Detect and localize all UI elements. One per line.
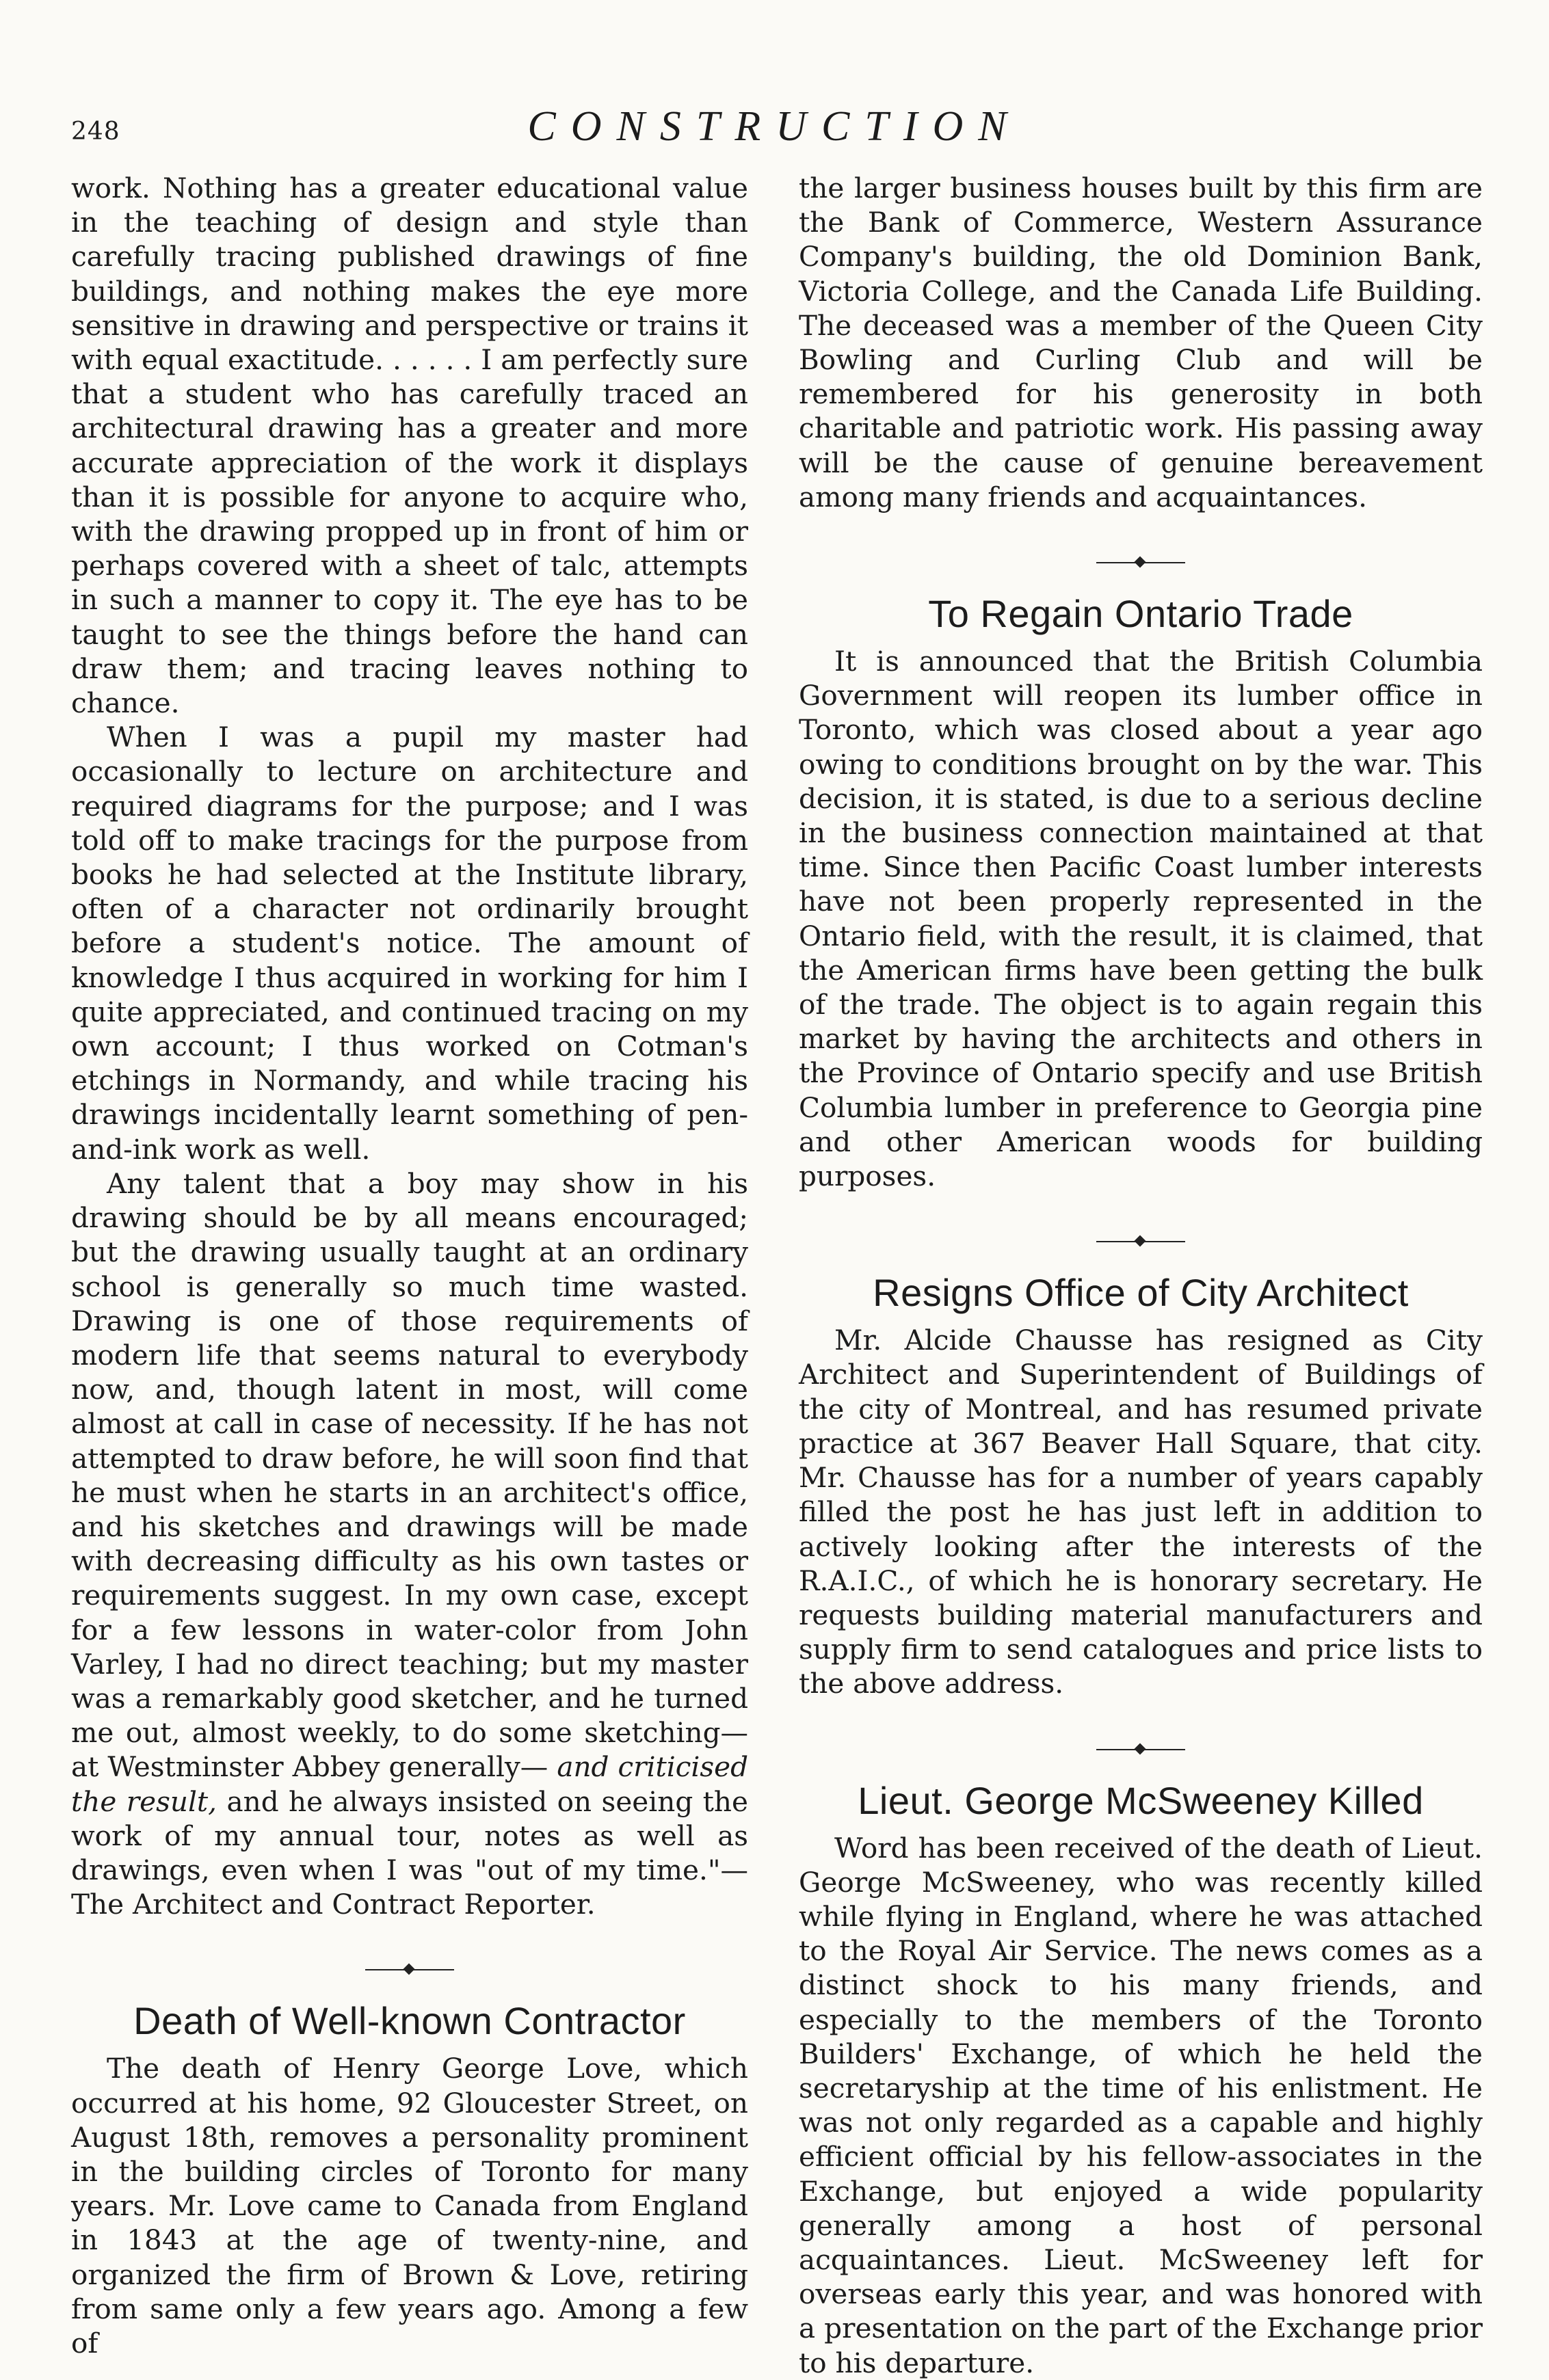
diamond-ornament-icon bbox=[403, 1964, 415, 1975]
body-text: and he always insisted on seeing the work of my annual tour, notes as well as drawings, even when I was "out of my time."—The Architect and Contract Reporter. bbox=[71, 1784, 748, 1921]
article-body: Mr. Alcide Chausse has resigned as City Architect and Superintendent of Buildings of the city of Montreal, and has resumed private practice at 367 Beaver Hall Square, that city. Mr. Chausse has for a number of years capably filled the post he has just left in addition to actively looking after the interests of the R.A.I.C., of which he is honorary secretary. He requests building material manufacturers and supply firm to send catalogues and price lists to the above address. bbox=[799, 1324, 1483, 1700]
running-title: CONSTRUCTION bbox=[527, 103, 1022, 150]
article-title: Resigns Office of City Architect bbox=[873, 1271, 1409, 1315]
page-number: 248 bbox=[71, 118, 120, 146]
article-title: Death of Well-known Contractor bbox=[133, 1999, 686, 2043]
article-body: The death of Henry George Love, which occurred at his home, 92 Gloucester Street, on August 18th, removes a personality prominent in the building circles of Toronto for many years. Mr. Love came to Canada from England in 1843 at the age of twenty-nine, and organized the firm of Brown & Love, retiring from same only a few years ago. Among a few of bbox=[71, 2052, 748, 2359]
page-header bbox=[0, 103, 1549, 157]
body-paragraph: When I was a pupil my master had occasionally to lecture on architecture and required diagrams for the purpose; and I was told off to make tracings for the purpose from books he had selected at the Institute library, often of a character not ordinarily brought before a student's notice. The amount of knowledge I thus acquired in working for him I quite appreciated, and continued tracing on my own account; I thus worked on Cotman's etchings in Normandy, and while tracing his drawings incidentally learnt something of pen-and-ink work as well. bbox=[71, 721, 748, 1166]
section-divider bbox=[799, 552, 1483, 573]
right-column bbox=[799, 171, 1483, 2380]
section-divider bbox=[799, 1739, 1483, 1760]
article-body: Word has been received of the death of Lieut. George McSweeney, who was recently killed while flying in England, where he was attached to the Royal Air Service. The news comes as a distinct shock to his many friends, and especially to the members of the Toronto Builders' Exchange, of which he held the secretaryship at the time of his enlistment. He was not only regarded as a capable and highly efficient official by his fellow-associates in the Exchange, but enjoyed a wide popularity generally among a host of personal acquaintances. Lieut. McSweeney left for overseas early this year, and was honored with a presentation on the part of the Exchange prior to his departure. bbox=[799, 1831, 1483, 2379]
article-title: Lieut. George McSweeney Killed bbox=[858, 1778, 1424, 1822]
diamond-ornament-icon bbox=[1135, 1235, 1146, 1247]
article-body: It is announced that the British Columbia Government will reopen its lumber office in Toronto, which was closed about a year ago owing to conditions brought on by the war. This decision, it is stated, is due to a serious decline in the business connection maintained at that time. Since then Pacific Coast lumber interests have not been properly represented in the Ontario field, with the result, it is claimed, that the American firms have been getting the bulk of the trade. The object is to again regain this market by having the architects and others in the Province of Ontario specify and use British Columbia lumber in preference to Georgia pine and other American woods for building purposes. bbox=[799, 645, 1483, 1193]
article-continuation-paragraph: work. Nothing has a greater educational value in the teaching of design and style than carefully tracing published drawings of fine buildings, and nothing makes the eye more sensitive in drawing and perspective or trains it with equal exactitude. . . . . . I am perfectly sure that a student who has carefully traced an architectural drawing has a greater and more accurate appreciation of the work it displays than it is possible for anyone to acquire who, with the drawing propped up in front of him or perhaps covered with a sheet of talc, attempts in such a manner to copy it. The eye has to be taught to see the things before the hand can draw them; and tracing leaves nothing to chance. bbox=[71, 172, 748, 720]
body-paragraph bbox=[71, 1166, 748, 1921]
article-title: To Regain Ontario Trade bbox=[928, 592, 1353, 636]
left-column bbox=[71, 171, 748, 2360]
article-continuation-paragraph: the larger business houses built by this firm are the Bank of Commerce, Western Assurance Company's building, the old Dominion Bank, Victoria College, and the Canada Life Building. The deceased was a member of the Queen City Bowling and Curling Club and will be remembered for his generosity in both charitable and patriotic work. His passing away will be the cause of genuine bereavement among many friends and acquaintances. bbox=[799, 172, 1483, 513]
section-divider bbox=[71, 1960, 748, 1980]
diamond-ornament-icon bbox=[1135, 1743, 1146, 1754]
italic-text: and criticised the result, bbox=[71, 1750, 749, 1818]
body-text: Any talent that a boy may show in his drawing should be by all means encouraged; but the drawing usually taught at an ordinary school is generally so much time wasted. Drawing is one of those requirements of modern life that seems natural to everybody now, and, though latent in most, will come almost at call in case of necessity. If he has not attempted to draw before, he will soon find that he must when he starts in an architect's office, and his sketches and drawings will be made with decreasing difficulty as his own tastes or requirements suggest. In my own case, except for a few lessons in water-color from John Varley, I had no direct teaching; but my master was a remarkably good sketcher, and he turned me out, almost weekly, to do some sketching—at Westminster Abbey generally— bbox=[71, 1166, 748, 1784]
diamond-ornament-icon bbox=[1135, 557, 1146, 568]
section-divider bbox=[799, 1231, 1483, 1252]
